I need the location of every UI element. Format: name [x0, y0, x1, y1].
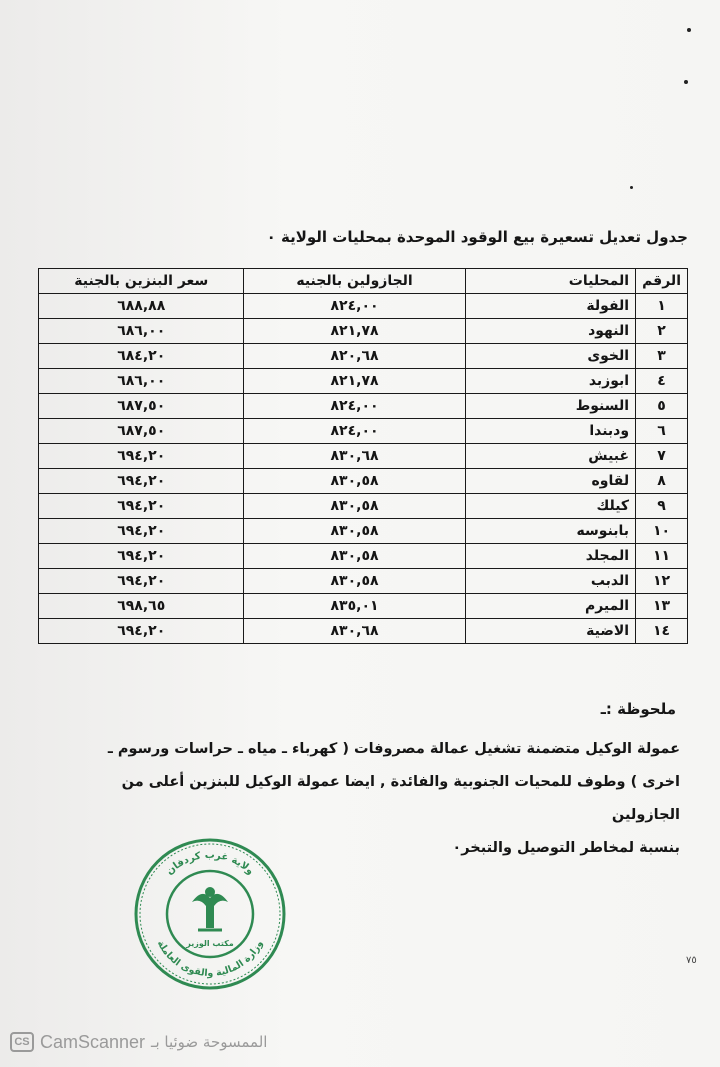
- row-petrol-price: ٦٨٧,٥٠: [39, 394, 244, 419]
- speck-mark: [687, 28, 691, 32]
- row-gasoline-price: ٨٣٠,٦٨: [244, 619, 465, 644]
- table-row: [39, 419, 688, 444]
- note-line: بنسبة لمخاطر التوصيل والتبخر٠: [452, 840, 680, 856]
- row-locality: لقاوه: [465, 469, 635, 494]
- row-locality: ودبندا: [465, 419, 635, 444]
- row-locality: الدبب: [465, 569, 635, 594]
- table-row: [39, 369, 688, 394]
- document-title: جدول تعديل تسعيرة بيع الوقود الموحدة بمحليات الولاية ٠: [266, 228, 688, 246]
- note-label: ملحوظة :ـ: [600, 700, 676, 718]
- row-number: ٥: [636, 394, 688, 419]
- table-row: [39, 294, 688, 319]
- table-row: [39, 494, 688, 519]
- row-gasoline-price: ٨٣٠,٦٨: [244, 444, 465, 469]
- table-header-row: [39, 269, 688, 294]
- speck-mark: [630, 186, 633, 189]
- table-row: [39, 444, 688, 469]
- row-locality: كيلك: [465, 494, 635, 519]
- official-seal-stamp: [132, 836, 288, 992]
- seal-emblem-icon: [192, 887, 228, 930]
- table-row: [39, 569, 688, 594]
- table-row: [39, 594, 688, 619]
- row-petrol-price: ٦٨٤,٢٠: [39, 344, 244, 369]
- row-petrol-price: ٦٩٤,٢٠: [39, 469, 244, 494]
- seal-center-text: مكتب الوزير: [186, 939, 234, 948]
- row-number: ١٢: [636, 569, 688, 594]
- speck-mark: [684, 80, 688, 84]
- row-gasoline-price: ٨٢٤,٠٠: [244, 419, 465, 444]
- row-gasoline-price: ٨٣٠,٥٨: [244, 494, 465, 519]
- row-locality: المجلد: [465, 544, 635, 569]
- row-petrol-price: ٦٩٤,٢٠: [39, 494, 244, 519]
- row-gasoline-price: ٨٢٤,٠٠: [244, 294, 465, 319]
- row-number: ٢: [636, 319, 688, 344]
- row-number: ٧: [636, 444, 688, 469]
- row-number: ١٠: [636, 519, 688, 544]
- header-number: الرقم: [636, 269, 688, 294]
- table-row: [39, 619, 688, 644]
- row-number: ٩: [636, 494, 688, 519]
- row-number: ١٣: [636, 594, 688, 619]
- row-petrol-price: ٦٩٤,٢٠: [39, 569, 244, 594]
- table-body: [39, 294, 688, 644]
- seal-top-text: ولاية غرب كردفان: [164, 849, 256, 878]
- row-locality: ابوزبد: [465, 369, 635, 394]
- camscanner-name: CamScanner: [40, 1031, 146, 1052]
- svg-text:ولاية غرب كردفان: [164, 850, 255, 877]
- table-row: [39, 319, 688, 344]
- row-number: ١٤: [636, 619, 688, 644]
- row-petrol-price: ٦٩٨,٦٥: [39, 594, 244, 619]
- row-number: ٦: [636, 419, 688, 444]
- header-locality: المحليات: [465, 269, 635, 294]
- row-gasoline-price: ٨٣٠,٥٨: [244, 469, 465, 494]
- row-petrol-price: ٦٩٤,٢٠: [39, 444, 244, 469]
- row-petrol-price: ٦٩٤,٢٠: [39, 519, 244, 544]
- row-locality: النهود: [465, 319, 635, 344]
- row-number: ٨: [636, 469, 688, 494]
- row-number: ٣: [636, 344, 688, 369]
- table-row: [39, 544, 688, 569]
- camscanner-icon: CS: [10, 1032, 34, 1052]
- row-petrol-price: ٦٨٦,٠٠: [39, 319, 244, 344]
- table-row: [39, 394, 688, 419]
- row-petrol-price: ٦٨٧,٥٠: [39, 419, 244, 444]
- margin-mark: ٧٥: [686, 955, 697, 966]
- header-petrol: سعر البنزين بالجنية: [39, 269, 244, 294]
- row-locality: بابنوسه: [465, 519, 635, 544]
- row-petrol-price: ٦٩٤,٢٠: [39, 619, 244, 644]
- row-gasoline-price: ٨٣٥,٠١: [244, 594, 465, 619]
- scanner-watermark: [10, 1030, 267, 1054]
- row-locality: الخوى: [465, 344, 635, 369]
- row-petrol-price: ٦٩٤,٢٠: [39, 544, 244, 569]
- table-row: [39, 344, 688, 369]
- header-gasoline: الجازولين بالجنيه: [244, 269, 465, 294]
- camscanner-caption: الممسوحة ضوئيا بـ: [151, 1033, 268, 1051]
- row-number: ٤: [636, 369, 688, 394]
- row-locality: الفولة: [465, 294, 635, 319]
- seal-bottom-text: وزارة المالية والقوى العاملة: [154, 938, 266, 980]
- row-petrol-price: ٦٨٦,٠٠: [39, 369, 244, 394]
- note-line: عمولة الوكيل متضمنة تشغيل عمالة مصروفات ( كهرباء ـ مياه ـ حراسات ورسوم ـ: [107, 741, 680, 757]
- row-gasoline-price: ٨٣٠,٥٨: [244, 544, 465, 569]
- row-number: ١١: [636, 544, 688, 569]
- row-gasoline-price: ٨٢١,٧٨: [244, 319, 465, 344]
- row-gasoline-price: ٨٣٠,٥٨: [244, 519, 465, 544]
- fuel-price-table: [38, 268, 688, 644]
- row-petrol-price: ٦٨٨,٨٨: [39, 294, 244, 319]
- row-gasoline-price: ٨٢٠,٦٨: [244, 344, 465, 369]
- row-locality: السنوط: [465, 394, 635, 419]
- row-locality: غبيش: [465, 444, 635, 469]
- table-row: [39, 519, 688, 544]
- row-locality: الاضية: [465, 619, 635, 644]
- row-number: ١: [636, 294, 688, 319]
- note-line: اخرى ) وطوف للمحيات الجنوبية والفائدة , ايضا عمولة الوكيل للبنزين أعلى من الجازولين: [121, 774, 680, 823]
- row-locality: الميرم: [465, 594, 635, 619]
- row-gasoline-price: ٨٢١,٧٨: [244, 369, 465, 394]
- row-gasoline-price: ٨٢٤,٠٠: [244, 394, 465, 419]
- table-row: [39, 469, 688, 494]
- row-gasoline-price: ٨٣٠,٥٨: [244, 569, 465, 594]
